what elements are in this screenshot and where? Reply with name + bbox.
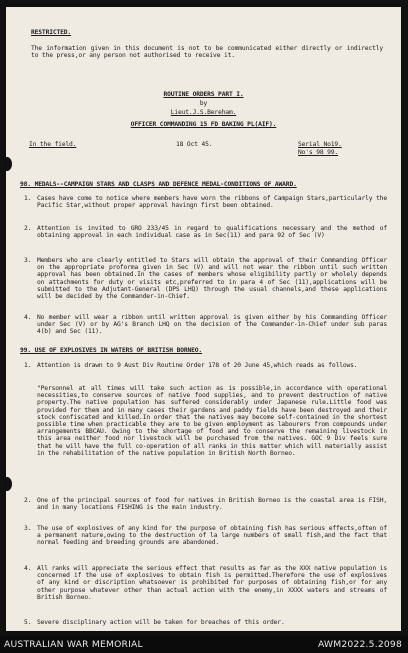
document-page — [6, 7, 401, 631]
orders-title: ROUTINE ORDERS PART I. — [163, 91, 244, 98]
section-98-item-2: Attention is invited to GRO 233/45 in regard to qualifications necessary and the method of obtaining approval in each individual case as in Sec(11) and para 92 of Sec (V) — [37, 225, 387, 240]
item-number: 3. — [24, 525, 32, 532]
serial-number: Serial No19. — [298, 141, 342, 148]
section-98-item-4: No member will wear a ribbon until written approval is given either by his Commanding Officer under Sec (V) or by AG's Branch LHQ on the decision of the Commander-in-Chief under sub paras 4(b) and Sec (11). — [37, 314, 387, 336]
section-99-title: 99. USE OF EXPLOSIVES IN WATERS OF BRITISH BORNEO. — [20, 347, 203, 354]
archive-name: AUSTRALIAN WAR MEMORIAL — [4, 639, 143, 650]
archive-reference: AWM2022.5.2098 — [317, 639, 402, 650]
section-98-item-3: Members who are clearly entitled to Stars will obtain the approval of their Commanding Officer on the appropriate proforma given in Sec (V) and will not wear the ribbon until such written approval has been obtained.In the cases of members whose eligibility partly or wholely depends on attachments for duty or visits etc,preferred to in para 4 of Sec (11),applications will be submitted to the Adjutant-General (DPS LHQ) through the usual channels,and these applications will be decided by the Commander-in-Chief. — [37, 257, 387, 301]
orders-by: by — [199, 100, 208, 107]
section-99-item-4: All ranks will appreciate the serious effect that results as far as the XXX native population is concerned if the use of explosives to obtain fish is permitted.Therefore the use of explosives of any kind or discription whatsoever is prohibited for purposes of obtaining fish,or for any other purpose whatever other than actual action with the enemy,in XXXX waters and streams of British Borneo. — [37, 565, 387, 601]
item-number: 4. — [24, 314, 32, 321]
restricted-title: RESTRICTED. — [31, 29, 72, 36]
section-98-title: 98. MEDALS--CAMPAIGN STARS AND CLASPS AND DEFENCE MEDAL-CONDITIONS OF AWARD. — [20, 181, 297, 188]
section-98-item-1: Cases have come to notice where members have worn the ribbons of Campaign Stars,particularly the Pacific Star,without proper approval havingn first been obtained. — [37, 195, 387, 210]
item-number: 1. — [24, 362, 32, 369]
restricted-text: The information given in this document is not to be communicated either directly or indirectly to the press,or any person not authorised to receive it. — [31, 45, 383, 60]
punch-hole — [6, 157, 12, 171]
place: In the field. — [29, 141, 77, 148]
section-99-item-5: Severe disciplinary action will be taken for breaches of this order. — [37, 619, 285, 626]
order-numbers: No's 98 99. — [298, 149, 339, 156]
item-number: 4. — [24, 565, 32, 572]
section-99-item-1: Attention is drawn to 9 Aust Div Routine Order 178 of 20 June 45,which reads as follows. — [37, 362, 358, 369]
item-number: 3. — [24, 257, 32, 264]
punch-hole — [6, 477, 12, 491]
quoted-routine-order: "Personnel at all times will take such action as is possible,in accordance with operational necessities,to conserve sources of native food supplies, and to prevent destruction of native property.The native population has suffered considerably under Japanese rule.Little food was provided for them and in many cases their gardens and paddy fields have been destroyed and their stock confiscated and killed.In order that the natives may become self-contained in the shortest possible time when practicable they are to be given employment as labourers from compounds under arrangements BBCAU. Owing to the shortage of food and to conserve the remaining livestock in this area neither food nor livestock will be purchased from the natives. GOC 9 Div feels sure that he will have the full co-operation of all ranks in this matter which will materially assist in the rehabilitation of the native population in British North Borneo. — [37, 385, 387, 457]
item-number: 2. — [24, 225, 32, 232]
orders-author: Lieut.J.S.Bereham. — [170, 109, 237, 116]
section-99-item-3: The use of explosives of any kind for the purpose of obtaining fish has serious effects,often of a permanent nature,owing to the destruction of la large numbers of small fish,and the fact that normal feeding and breeding grounds are abandoned. — [37, 525, 387, 547]
date: 18 Oct 45. — [176, 141, 213, 148]
item-number: 2. — [24, 497, 32, 504]
archive-footer — [0, 636, 408, 653]
section-99-item-2: One of the principal sources of food for natives in British Borneo is the coastal area is FISH, and in many locations FISHING is the main industry. — [37, 497, 387, 512]
item-number: 1. — [24, 195, 32, 202]
orders-unit: OFFICER COMMANDING 15 FD BAKING PL(AIF). — [130, 121, 277, 128]
item-number: 5. — [24, 619, 32, 626]
